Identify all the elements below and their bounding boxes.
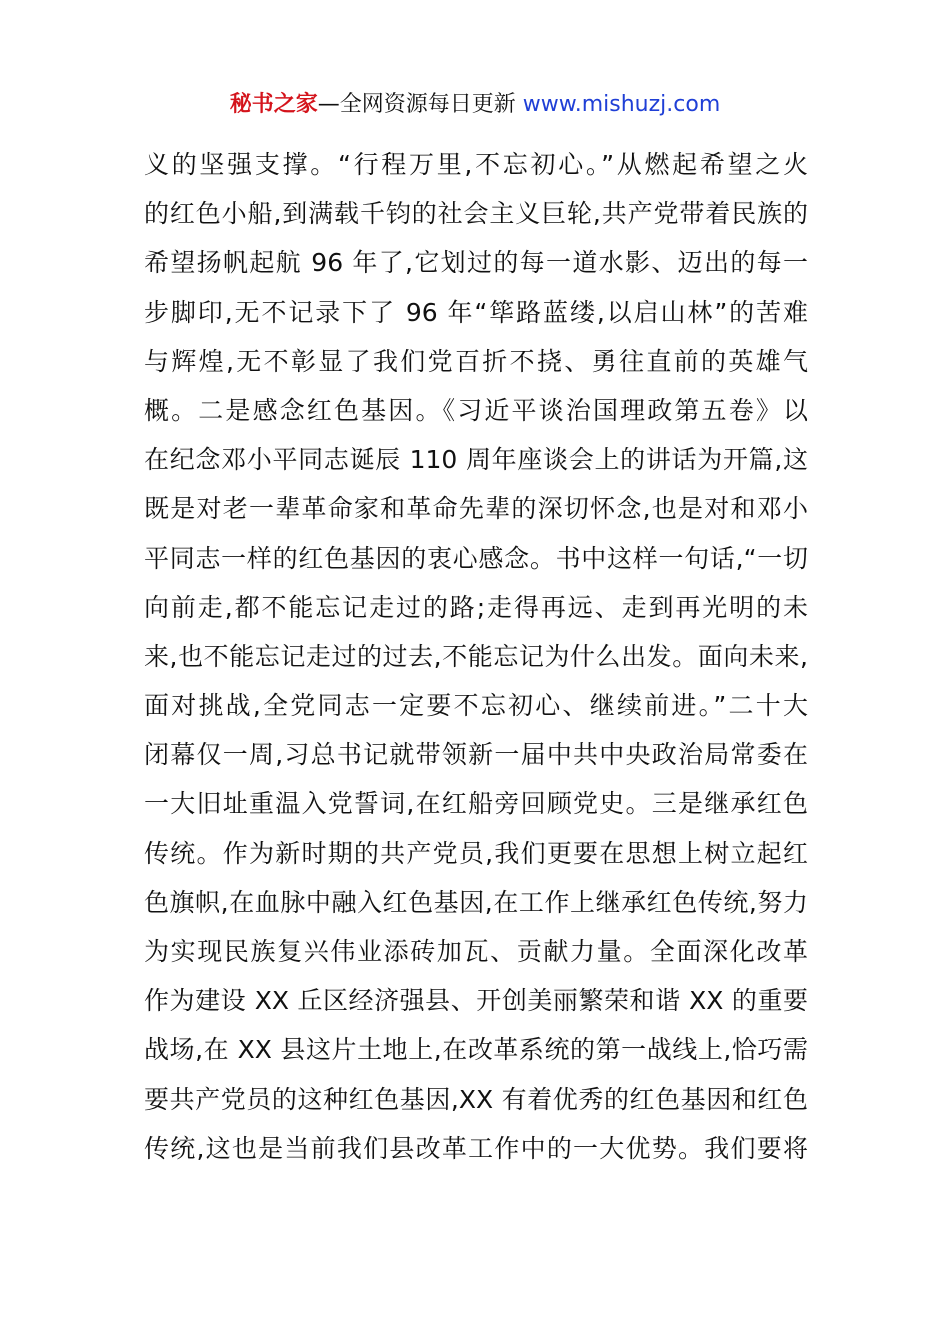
text-line: 义的坚强支撑。“行程万里,不忘初心。”从燃起希望之火 bbox=[144, 150, 808, 179]
text-line: 作为建设 XX 丘区经济强县、开创美丽繁荣和谐 XX 的重要 bbox=[144, 986, 808, 1016]
text-line: 的红色小船,到满载千钧的社会主义巨轮,共产党带着民族的 bbox=[144, 199, 808, 229]
text-line: 与辉煌,无不彰显了我们党百折不挠、勇往直前的英雄气 bbox=[144, 346, 808, 376]
brand-name: 秘书之家 bbox=[229, 92, 318, 117]
text-line: 闭幕仅一周,习总书记就带领新一届中共中央政治局常委在 bbox=[144, 740, 808, 770]
text-line: 要共产党员的这种红色基因,XX 有着优秀的红色基因和红色 bbox=[144, 1084, 808, 1114]
text-line: 向前走,都不能忘记走过的路;走得再远、走到再光明的未 bbox=[144, 592, 808, 622]
text-line: 来,也不能忘记走过的过去,不能忘记为什么出发。面向未来, bbox=[144, 641, 808, 671]
text-line: 希望扬帆起航 96 年了,它划过的每一道水影、迈出的每一 bbox=[144, 248, 808, 278]
body-text bbox=[144, 140, 808, 1173]
text-line: 传统,这也是当前我们县改革工作中的一大优势。我们要将 bbox=[144, 1133, 808, 1163]
text-line: 步脚印,无不记录下了 96 年“筚路蓝缕,以启山林”的苦难 bbox=[144, 297, 808, 327]
text-line: 平同志一样的红色基因的衷心感念。书中这样一句话,“一切 bbox=[144, 543, 808, 573]
text-line: 面对挑战,全党同志一定要不忘初心、继续前进。”二十大 bbox=[144, 691, 808, 721]
text-line: 为实现民族复兴伟业添砖加瓦、贡献力量。全面深化改革 bbox=[144, 937, 808, 966]
text-line: 战场,在 XX 县这片土地上,在改革系统的第一战线上,恰巧需 bbox=[144, 1035, 808, 1065]
header-tagline: —全网资源每日更新 bbox=[317, 92, 523, 117]
text-line: 既是对老一辈革命家和革命先辈的深切怀念,也是对和邓小 bbox=[144, 494, 808, 524]
page-header bbox=[0, 88, 950, 122]
text-line: 一大旧址重温入党誓词,在红船旁回顾党史。三是继承红色 bbox=[144, 789, 808, 819]
text-line: 概。二是感念红色基因。《习近平谈治国理政第五卷》以 bbox=[144, 395, 808, 425]
text-line: 色旗帜,在血脉中融入红色基因,在工作上继承红色传统,努力 bbox=[144, 887, 808, 917]
text-line: 传统。作为新时期的共产党员,我们更要在思想上树立起红 bbox=[144, 838, 808, 868]
text-line: 在纪念邓小平同志诞辰 110 周年座谈会上的讲话为开篇,这 bbox=[144, 445, 808, 475]
site-url-link[interactable]: www.mishuzj.com bbox=[522, 92, 721, 117]
